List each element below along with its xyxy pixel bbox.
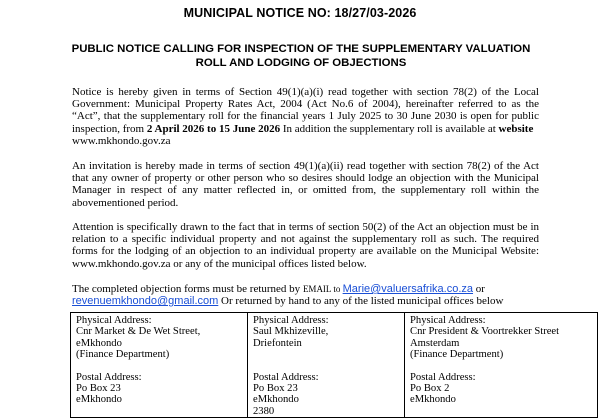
attention-paragraph: Attention is specifically drawn to the fact that in terms of section 50(2) of the Act an objection must be in relation to a specific individual property and not against the supplementary roll as such. The required forms for the lodging of an objection to an individual property are available on the Municipal Website: www.mkhondo.gov.za or any of the municipal offices listed below. [72,221,539,270]
postal-address-line: eMkhondo [410,394,456,406]
physical-address-line: Cnr President & Voortrekker Street [410,326,560,338]
physical-address-line: Cnr Market & De Wet Street, [76,326,201,338]
objection-invitation-paragraph: An invitation is hereby made in terms of section 49(1)(a)(ii) read together with section 78(2) of the Act that any owner of property or other person who so desires should lodge an objection with the Municipal Manager in respect of any matter reflected in, or omitted from, the supplementary roll within the abovementioned period. [72,160,539,209]
postal-address-label: Postal Address: [410,371,476,383]
inspection-dates: 2 April 2026 to 15 June 2026 [146,122,281,135]
website-url[interactable]: www.mkhondo.gov.za [72,134,171,147]
postal-address-label: Postal Address: [76,371,142,383]
return-instructions-paragraph [72,283,539,307]
postal-address-line: Po Box 2 [410,383,450,395]
inspection-text-b: In addition the supplementary roll is available at [280,122,499,135]
heading-line-1: PUBLIC NOTICE CALLING FOR INSPECTION OF THE SUPPLEMENTARY VALUATION [71,43,531,55]
physical-address-label: Physical Address: [76,315,152,326]
return-text-a: The completed objection forms must be returned by [72,283,303,295]
office-cell-amsterdam [405,313,598,418]
office-cell-emkhondo [71,313,248,418]
postal-address-line: 2380 [253,405,275,417]
physical-address-line: Driefontein [253,337,302,349]
postal-address-label: Postal Address: [253,371,319,383]
inspection-paragraph [72,86,539,147]
inspection-text-a: Notice is hereby given in terms of Section 49(1)(a)(i) read together with section 78(2) of the Local Government: Municipal Property Rates Act, 2004 (Act No.6 of 2004), hereinafter referred to as the “Act”, that the supplementary roll for the financial years 1 July 2025 to 30 June 2030 is open for public inspection, from [72,86,539,135]
municipal-offices-table [70,312,598,418]
heading-line-2: ROLL AND LODGING OF OBJECTIONS [195,57,407,69]
physical-address-line: (Finance Department) [76,349,170,361]
physical-address-line: eMkhondo [76,337,122,349]
physical-address-label: Physical Address: [410,315,486,326]
postal-address-line: Po Box 23 [76,383,121,395]
physical-address-line: Amsterdam [410,337,460,349]
email-link-valuers[interactable]: Marie@valuersafrika.co.za [342,283,474,295]
physical-address-line: Saul Mkhizeville, [253,326,329,338]
physical-address-line [253,349,399,360]
postal-address-line: eMkhondo [76,394,122,406]
physical-address-label: Physical Address: [253,315,329,326]
to-word: to [331,284,343,294]
physical-address-line: (Finance Department) [410,349,504,361]
website-label: website [498,122,534,135]
postal-address-line: Po Box 23 [253,383,298,395]
or-word: or [473,283,485,295]
email-link-revenue[interactable]: revenuemkhondo@gmail.com [72,295,219,308]
notice-number-title: MUNICIPAL NOTICE NO: 18/27/03-2026 [183,6,417,20]
postal-address-line: eMkhondo [253,394,299,406]
notice-heading [62,42,540,70]
return-text-b: Or returned by hand to any of the listed municipal offices below [218,295,504,308]
email-word: EMAIL [302,284,332,294]
office-cell-driefontein [248,313,405,418]
